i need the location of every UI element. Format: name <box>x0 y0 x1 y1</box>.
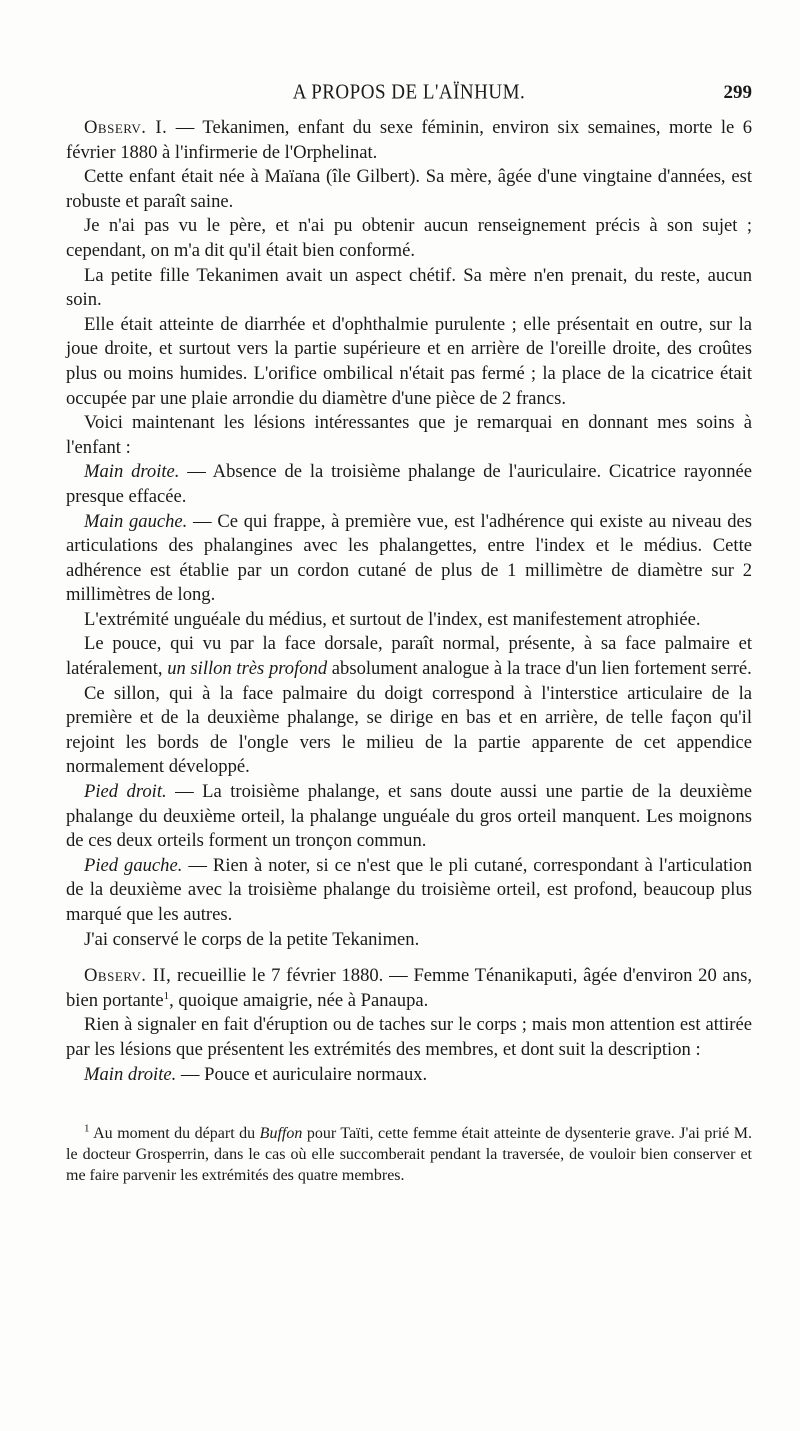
body-text <box>66 116 752 1087</box>
paragraph: Ce sillon, qui à la face palmaire du doigt correspond à l'interstice articulaire de la première et de la deuxième phalange, se dirige en bas et en arrière, de telle façon qu'il rejoint les bords de l'ongle vers le milieu de la partie apparente de cet appendice normalement développé. <box>66 682 752 778</box>
footnotes <box>66 1123 752 1186</box>
footnote <box>66 1123 752 1186</box>
paragraph: La petite fille Tekanimen avait un aspect chétif. Sa mère n'en prenait, du reste, aucun soin. <box>66 264 752 311</box>
section-label: Main droite. <box>84 1063 177 1085</box>
footnote-reference: 1 <box>163 989 170 1002</box>
observation-label: Observ. II, <box>84 965 172 987</box>
page-number: 299 <box>723 82 752 103</box>
paragraph: L'extrémité unguéale du médius, et surtout de l'index, est manifestement atrophiée. <box>84 608 701 630</box>
paragraph: Voici maintenant les lésions intéressantes que je remarquai en donnant mes soins à l'enfant : <box>66 412 752 458</box>
page-header <box>66 78 752 112</box>
running-title: A PROPOS DE L'AÏNHUM. <box>292 80 526 104</box>
observation-title-cont: , quoique amaigrie, née à Panaupa. <box>169 989 429 1011</box>
observation-label: Observ. I. <box>84 117 168 138</box>
section-text: — Absence de la troisième phalange de l'auriculaire. Cicatrice rayonnée presque effacée. <box>66 461 752 507</box>
paragraph-main-droite <box>66 460 752 509</box>
observation-1-heading <box>66 116 752 165</box>
observation-2-heading <box>66 964 752 1013</box>
paragraph: Je n'ai pas vu le père, et n'ai pu obtenir aucun renseignement précis à son sujet ; cependant, on m'a dit qu'il était bien conformé. <box>66 215 752 261</box>
ship-name: Buffon <box>259 1125 303 1143</box>
section-label: Main droite. <box>84 461 180 483</box>
footnote-marker: 1 <box>84 1122 90 1135</box>
paragraph-pied-gauche <box>66 854 752 928</box>
section-text: — Rien à noter, si ce n'est que le pli cutané, correspondant à l'articulation de la deuxième avec la troisième phalange du troisième orteil, est profond, beaucoup plus marqué que les autres. <box>66 854 752 925</box>
paragraph: Elle était atteinte de diarrhée et d'ophthalmie purulente ; elle présentait en outre, sur la joue droite, et surtout vers la partie supérieure et en arrière de l'oreille droite, des croûtes plus ou moins humides. L'orifice ombilical n'était pas fermé ; la place de la cicatrice était occupée par une plaie arrondie du diamètre d'une pièce de 2 francs. <box>66 313 752 409</box>
footnote-text: pour Taïti, cette femme était atteinte de dysenterie grave. J'ai prié M. le docteur Grosperrin, dans le cas où elle succomberait pendant la traversée, de vouloir bien conserver et me faire parvenir les extrémités des quatre membres. <box>66 1125 753 1185</box>
text-run: Le pouce, qui vu par la face dorsale, paraît normal, présente, à sa face palmaire et latéralement, <box>66 633 752 680</box>
paragraph: J'ai conservé le corps de la petite Tekanimen. <box>84 928 420 950</box>
section-text: — La troisième phalange, et sans doute aussi une partie de la deuxième phalange du deuxième orteil, la phalange unguéale du gros orteil manquent. Les moignons de ces deux orteils forment un tronçon commun. <box>66 781 753 852</box>
paragraph-main-droite <box>66 1063 752 1088</box>
section-label: Main gauche. <box>84 510 188 532</box>
paragraph: Cette enfant était née à Maïana (île Gilbert). Sa mère, âgée d'une vingtaine d'années, est robuste et paraît saine. <box>66 166 752 212</box>
observation-title: recueillie le 7 février 1880. — Femme Ténanikaputi, âgée d'environ 20 ans, bien portante <box>66 965 752 1011</box>
emphasis: un sillon très profond <box>167 658 328 680</box>
section-gap <box>66 952 752 964</box>
paragraph-pied-droit <box>66 780 752 854</box>
paragraph-pouce <box>66 632 752 681</box>
observation-title: — Tekanimen, enfant du sexe féminin, environ six semaines, morte le 6 février 1880 à l'infirmerie de l'Orphelinat. <box>66 117 752 163</box>
text-run: absolument analogue à la trace d'un lien fortement serré. <box>327 658 752 680</box>
paragraph-main-gauche <box>66 510 752 608</box>
section-text: — Pouce et auriculaire normaux. <box>176 1063 428 1085</box>
section-label: Pied droit. <box>84 781 167 803</box>
section-label: Pied gauche. <box>84 854 183 876</box>
section-text: — Ce qui frappe, à première vue, est l'adhérence qui existe au niveau des articulations des phalangines avec les phalangettes, entre l'index et le médius. Cette adhérence est établie par un cordon cutané de plus de 1 millimètre de diamètre sur 2 millimètres de long. <box>66 510 752 606</box>
footnote-text: Au moment du départ du <box>89 1125 260 1143</box>
paragraph: Rien à signaler en fait d'éruption ou de taches sur le corps ; mais mon attention est attirée par les lésions que présentent les extrémités des membres, et dont suit la description : <box>66 1014 752 1060</box>
